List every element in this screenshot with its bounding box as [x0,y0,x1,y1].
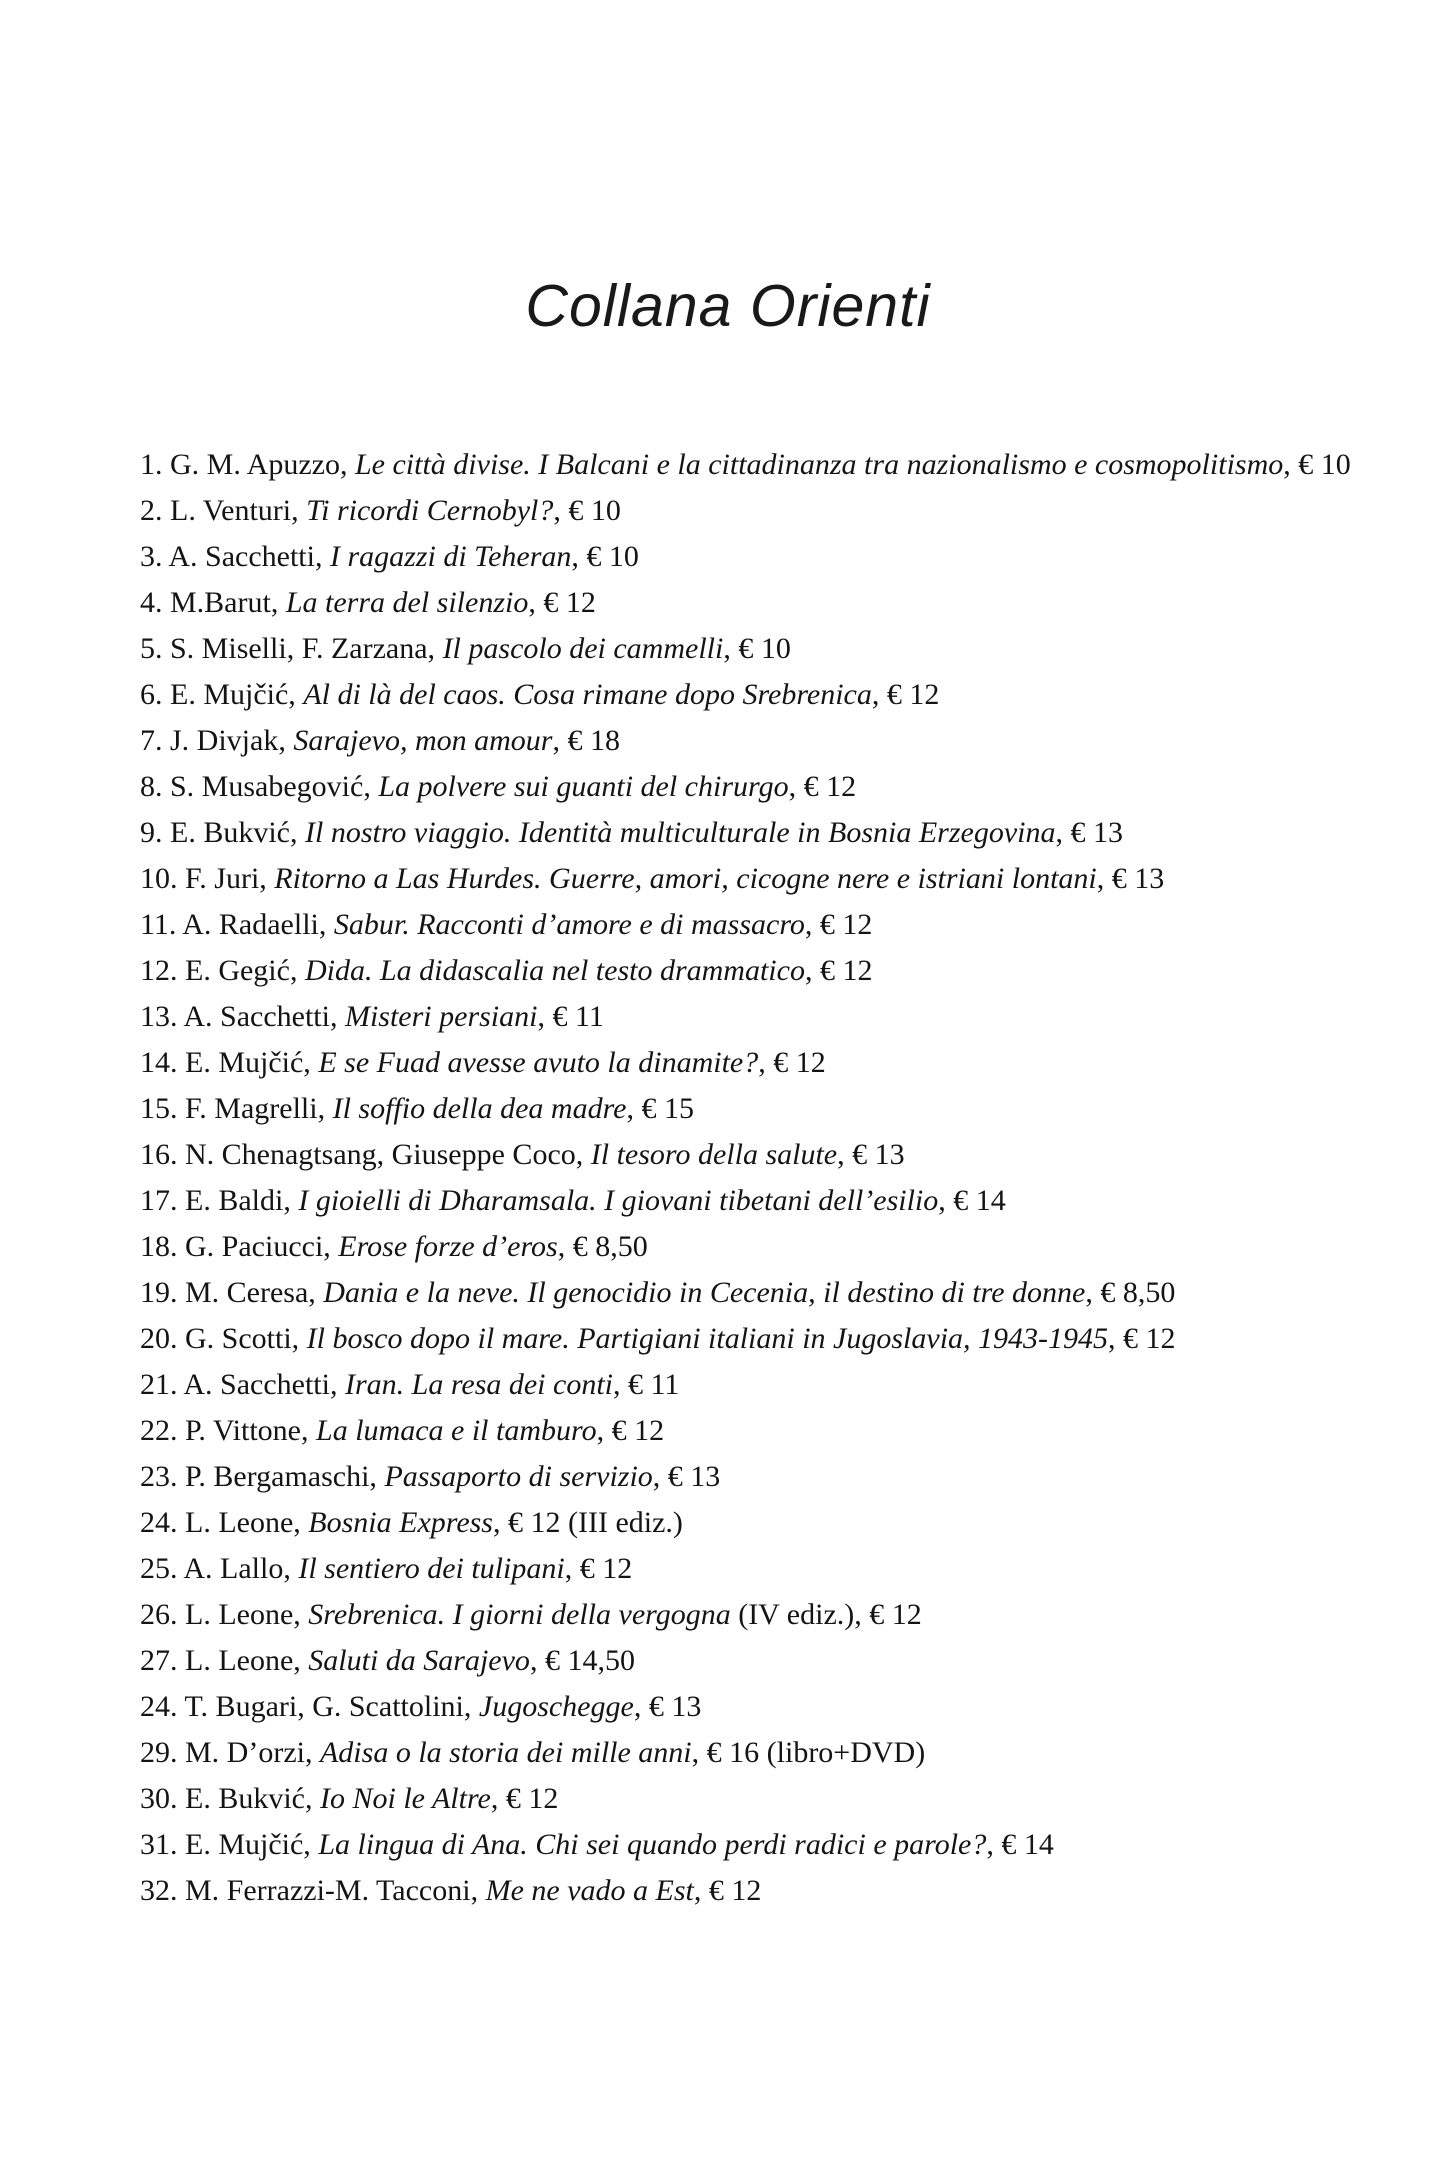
list-item [140,1316,1372,1362]
list-item [140,672,1372,718]
book-meta: 25. A. Lallo, [140,1552,299,1585]
book-meta: 16. N. Chenagtsang, Giuseppe Coco, [140,1138,591,1171]
book-title: La polvere sui guanti del chirurgo [378,770,789,803]
book-meta: 22. P. Vittone, [140,1414,317,1447]
book-meta: 21. A. Sacchetti, [140,1368,345,1401]
book-title: La terra del silenzio [285,586,529,619]
book-meta: 18. G. Paciucci, [140,1230,339,1263]
list-item [140,1270,1372,1316]
book-title: E se Fuad avesse avuto la dinamite? [318,1046,759,1079]
book-meta: , € 18 [552,724,620,757]
book-meta: 10. F. Juri, [140,862,275,895]
list-item [140,442,1372,488]
list-item [140,718,1372,764]
book-meta: , € 14,50 [529,1644,635,1677]
book-meta: 12. E. Gegić, [140,954,305,987]
book-meta: , € 13 [837,1138,905,1171]
book-meta: 6. E. Mujčić, [140,678,304,711]
book-meta: 7. J. Divjak, [140,724,294,757]
page-title: Collana Orienti [525,273,931,339]
book-title: Passaporto di servizio [384,1460,653,1493]
book-meta: 23. P. Bergamaschi, [140,1460,385,1493]
list-item [140,1592,1372,1638]
book-list [0,442,1372,1914]
book-title: Sabur. Racconti d’amore e di massacro [333,908,805,941]
book-title: Io Noi le Altre [320,1782,491,1815]
book-title: Dania e la neve. Il genocidio in Cecenia, il destino di tre donne [323,1276,1086,1309]
book-title: Ritorno a Las Hurdes. Guerre, amori, cicogne nere e istriani lontani [274,862,1097,895]
book-title: Srebrenica. I giorni della vergogna [308,1598,731,1631]
book-meta: , € 12 [693,1874,762,1907]
list-item [140,1454,1372,1500]
book-meta: , € 12 [1108,1322,1176,1355]
book-title: Saluti da Sarajevo [308,1644,530,1677]
book-title: Il sentiero dei tulipani [298,1552,565,1585]
book-title: Il tesoro della salute [590,1138,838,1171]
book-meta: , € 12 [758,1046,826,1079]
book-meta: , € 12 [871,678,940,711]
list-item [140,994,1372,1040]
list-item [140,764,1372,810]
book-meta: 9. E. Bukvić, [140,816,305,849]
book-meta: 8. S. Musabegović, [140,770,379,803]
book-title: Dida. La didascalia nel testo drammatico [304,954,805,987]
book-meta: 27. L. Leone, [140,1644,309,1677]
book-meta: , € 12 [596,1414,665,1447]
book-title: Adisa o la storia dei mille anni [319,1736,692,1769]
list-item [140,534,1372,580]
book-title: Il bosco dopo il mare. Partigiani italiani in Jugoslavia, 1943-1945 [306,1322,1109,1355]
book-title: I ragazzi di Teheran [329,540,572,573]
list-item [140,1500,1372,1546]
list-item [140,1132,1372,1178]
book-title: Il soffio della dea madre [332,1092,627,1125]
list-item [140,948,1372,994]
book-title: Ti ricordi Cernobyl? [306,494,554,527]
book-meta: , € 14 [986,1828,1054,1861]
book-meta: 20. G. Scotti, [140,1322,307,1355]
book-meta: , € 10 [723,632,791,665]
list-item [140,580,1372,626]
list-item [140,1868,1372,1914]
book-title: Bosnia Express [308,1506,493,1539]
book-meta: 15. F. Magrelli, [140,1092,333,1125]
book-meta: , € 13 [633,1690,702,1723]
book-meta: , € 12 [788,770,857,803]
book-meta: , € 16 (libro+DVD) [691,1736,926,1769]
book-meta: , € 10 [1283,448,1351,481]
book-title: Iran. La resa dei conti [344,1368,614,1401]
list-item [140,1362,1372,1408]
book-meta: 5. S. Miselli, F. Zarzana, [140,632,443,665]
book-meta: , € 13 [1055,816,1123,849]
book-meta: , € 12 [528,586,596,619]
book-meta: , € 12 (III ediz.) [492,1506,683,1539]
list-item [140,1224,1372,1270]
book-title: Il nostro viaggio. Identità multiculturale in Bosnia Erzegovina [305,816,1056,849]
book-meta: (IV ediz.), € 12 [730,1598,922,1631]
book-title: Sarajevo, mon amour [293,724,553,757]
book-title: Misteri persiani [344,1000,538,1033]
book-meta: , € 8,50 [1085,1276,1176,1309]
list-item [140,856,1372,902]
book-meta: 3. A. Sacchetti, [140,540,330,573]
book-title: I gioielli di Dharamsala. I giovani tibetani dell’esilio [298,1184,939,1217]
book-title: Me ne vado a Est [485,1874,694,1907]
list-item [140,1638,1372,1684]
book-meta: 32. M. Ferrazzi-M. Tacconi, [140,1874,486,1907]
book-title: Erose forze d’eros [338,1230,558,1263]
book-title: La lumaca e il tamburo [316,1414,597,1447]
book-meta: 24. T. Bugari, G. Scattolini, [140,1690,479,1723]
book-meta: 29. M. D’orzi, [140,1736,320,1769]
book-meta: 30. E. Bukvić, [140,1782,320,1815]
book-meta: 24. L. Leone, [140,1506,309,1539]
book-meta: , € 15 [626,1092,694,1125]
book-meta: , € 11 [537,1000,604,1033]
book-meta: , € 13 [1096,862,1165,895]
list-item [140,1822,1372,1868]
list-item [140,1086,1372,1132]
book-meta: 1. G. M. Apuzzo, [140,448,355,481]
list-item [140,1546,1372,1592]
book-meta: , € 13 [652,1460,721,1493]
book-meta: , € 12 [804,954,873,987]
book-meta: 26. L. Leone, [140,1598,309,1631]
book-meta: 11. A. Radaelli, [140,908,334,941]
book-meta: , € 10 [571,540,639,573]
list-item [140,1178,1372,1224]
book-meta: 2. L. Venturi, [140,494,307,527]
list-item [140,810,1372,856]
list-item [140,1730,1372,1776]
book-title: Le città divise. I Balcani e la cittadinanza tra nazionalismo e cosmopolitismo [354,448,1284,481]
list-item [140,902,1372,948]
book-title: Il pascolo dei cammelli [442,632,724,665]
list-item [140,1408,1372,1454]
book-title: Jugoschegge [478,1690,634,1723]
book-meta: , € 10 [553,494,621,527]
book-meta: 19. M. Ceresa, [140,1276,324,1309]
list-item [140,488,1372,534]
book-meta: , € 12 [804,908,873,941]
book-meta: 13. A. Sacchetti, [140,1000,345,1033]
book-meta: , € 14 [938,1184,1006,1217]
book-meta: 14. E. Mujčić, [140,1046,319,1079]
book-meta: , € 11 [613,1368,680,1401]
book-meta: 31. E. Mujčić, [140,1828,319,1861]
book-title: La lingua di Ana. Chi sei quando perdi radici e parole? [318,1828,987,1861]
list-item [140,626,1372,672]
book-meta: 4. M.Barut, [140,586,286,619]
book-title: Al di là del caos. Cosa rimane dopo Srebrenica [303,678,872,711]
book-meta: 17. E. Baldi, [140,1184,299,1217]
book-meta: , € 8,50 [557,1230,648,1263]
book-meta: , € 12 [490,1782,559,1815]
list-item [140,1040,1372,1086]
list-item [140,1684,1372,1730]
list-item [140,1776,1372,1822]
book-meta: , € 12 [564,1552,633,1585]
